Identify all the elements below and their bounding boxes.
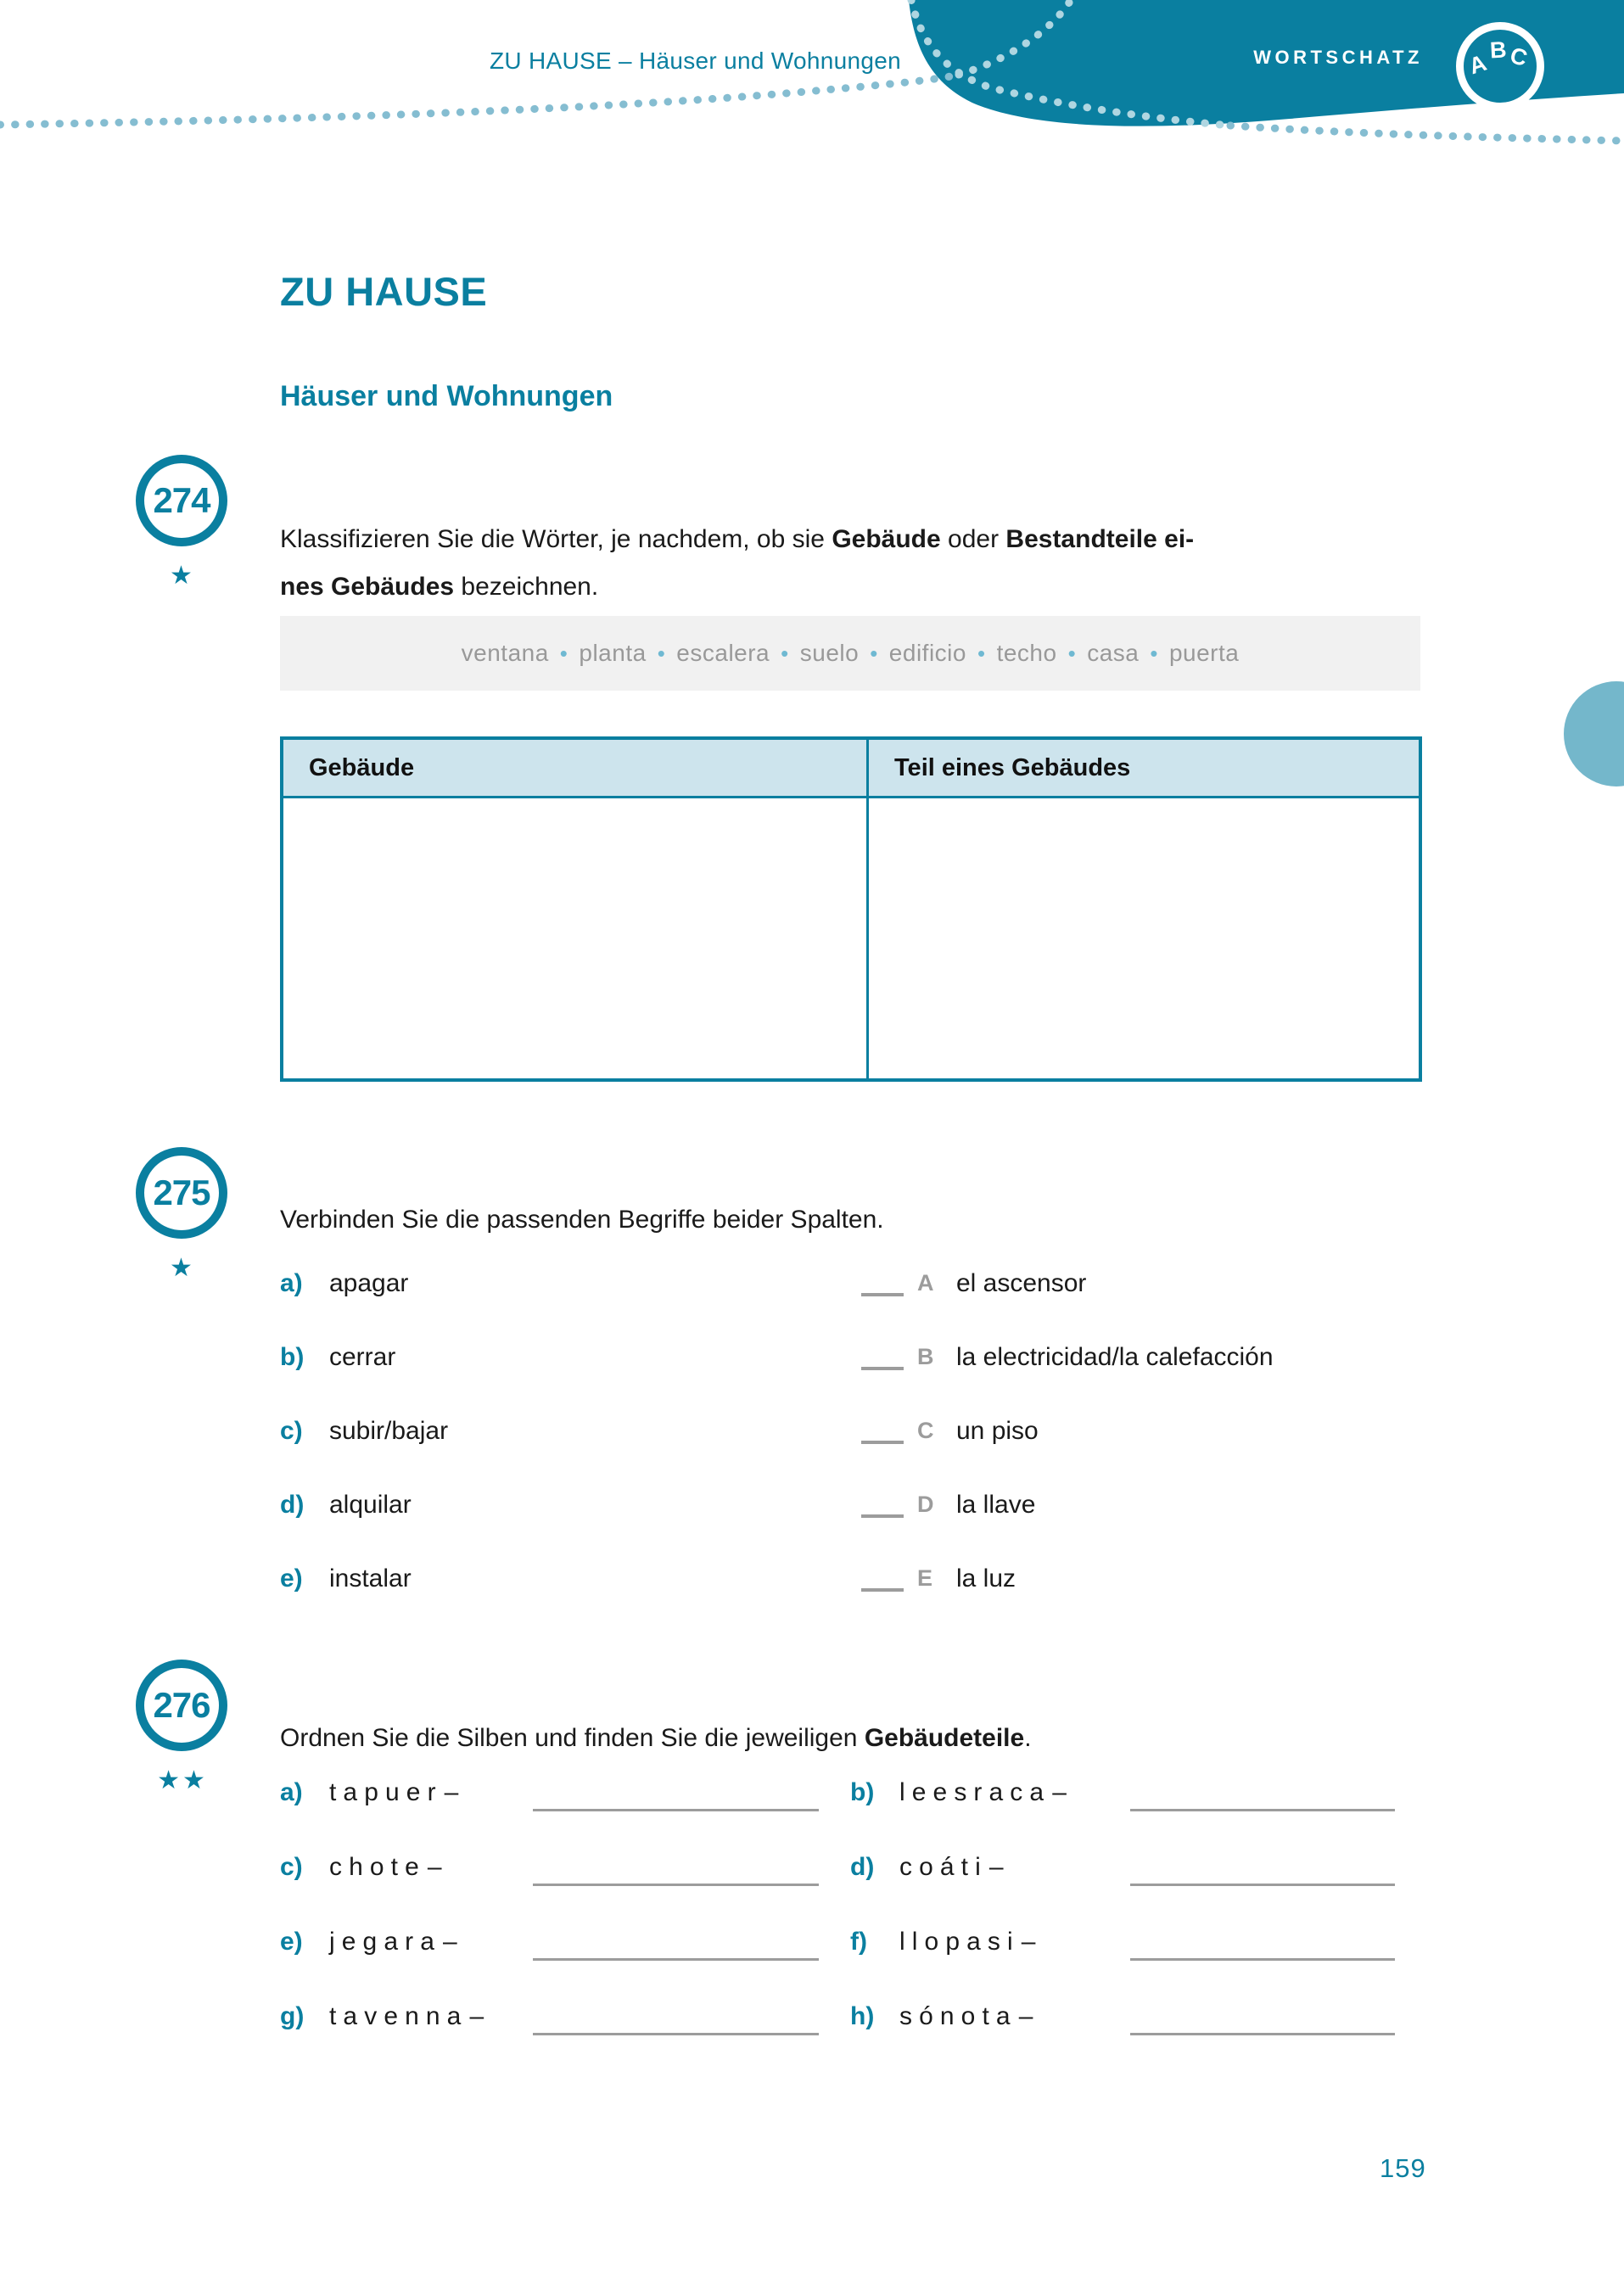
- dash: –: [469, 2002, 484, 2030]
- difficulty-star-icon: ★: [170, 562, 195, 590]
- page-subtitle: Häuser und Wohnungen: [280, 380, 613, 412]
- matching-row: [280, 1394, 1420, 1468]
- option-letter: C: [917, 1418, 934, 1443]
- answer-blank[interactable]: [861, 1293, 904, 1296]
- scrambled-syllables: llopasi: [899, 1928, 1020, 1956]
- difficulty-star-icon: ★★: [157, 1766, 208, 1794]
- dash: –: [443, 1928, 457, 1956]
- syllable-exercise: [280, 1755, 1420, 2054]
- item-text: subir/bajar: [329, 1416, 449, 1445]
- item-label: d): [850, 1853, 875, 1881]
- matching-row: [280, 1320, 1420, 1394]
- dotted-curve-right: [1230, 126, 1624, 141]
- abc-logo-icon: [1456, 22, 1544, 110]
- item-label: b): [850, 1778, 875, 1806]
- option-letter: A: [917, 1270, 934, 1296]
- breadcrumb: ZU HAUSE – Häuser und Wohnungen: [489, 48, 901, 74]
- scrambled-syllables: tavenna: [329, 2002, 468, 2030]
- exercise-number-badge: 275: [136, 1147, 227, 1239]
- item-label: g): [280, 2002, 305, 2030]
- section-label: WORTSCHATZ: [1253, 47, 1423, 68]
- bullet-separator: •: [559, 640, 568, 666]
- instruction-segment: bezeichnen.: [454, 573, 599, 601]
- word-bank-item: techo: [996, 640, 1057, 666]
- dash: –: [444, 1778, 459, 1806]
- scrambled-syllables: coáti: [899, 1853, 988, 1881]
- exercise-276-instruction: [280, 1721, 1413, 1756]
- bullet-separator: •: [781, 640, 789, 666]
- option-letter: D: [917, 1492, 934, 1517]
- table-answer-cell-teil[interactable]: [866, 798, 1419, 1078]
- instruction-segment-bold: Gebäudeteile: [864, 1724, 1025, 1752]
- answer-line[interactable]: [1130, 2033, 1395, 2035]
- exercise-275-instruction: Verbinden Sie die passenden Begriffe beider Spalten.: [280, 1206, 884, 1234]
- exercise-number-badge: 276: [136, 1660, 227, 1751]
- option-text: la luz: [956, 1564, 1016, 1593]
- item-label: d): [280, 1490, 305, 1519]
- word-bank: [280, 616, 1420, 691]
- item-text: alquilar: [329, 1490, 412, 1519]
- item-label: a): [280, 1778, 303, 1806]
- dash: –: [1052, 1778, 1067, 1806]
- page-title: ZU HAUSE: [280, 269, 488, 314]
- matching-row: [280, 1542, 1420, 1615]
- syllable-item: [850, 1830, 1420, 1905]
- exercise-274-instruction: [280, 516, 1413, 611]
- header-band-graphic: [0, 0, 1624, 170]
- word-bank-item: edificio: [888, 640, 966, 666]
- item-text: instalar: [329, 1564, 412, 1593]
- instruction-segment: Klassifizieren Sie die Wörter, je nachdem, ob sie: [280, 525, 832, 553]
- item-label: h): [850, 2002, 875, 2030]
- syllable-item: [280, 1830, 850, 1905]
- word-bank-item: casa: [1087, 640, 1140, 666]
- table-header-row: [283, 740, 1419, 798]
- exercise-274-marker: [136, 455, 229, 589]
- answer-blank[interactable]: [861, 1367, 904, 1370]
- matching-exercise: [280, 1246, 1420, 1615]
- answer-line[interactable]: [533, 1958, 819, 1961]
- item-label: b): [280, 1342, 305, 1371]
- syllable-item: [850, 1905, 1420, 1979]
- item-label: e): [280, 1928, 303, 1956]
- instruction-segment: .: [1024, 1724, 1032, 1752]
- word-bank-item: planta: [579, 640, 647, 666]
- answer-blank[interactable]: [861, 1441, 904, 1444]
- dotted-curve-left: [0, 75, 959, 125]
- option-letter: B: [917, 1344, 934, 1369]
- option-text: la electricidad/la calefacción: [956, 1342, 1274, 1371]
- page-edge-tab: [1564, 681, 1624, 786]
- difficulty-star-icon: ★: [170, 1254, 195, 1282]
- matching-row: [280, 1246, 1420, 1320]
- syllable-item: [280, 1755, 850, 1830]
- item-label: c): [280, 1416, 303, 1445]
- dash: –: [988, 1853, 1004, 1881]
- abc-logo-letter-c: C: [1507, 42, 1531, 72]
- option-text: el ascensor: [956, 1268, 1087, 1297]
- word-bank-item: escalera: [676, 640, 770, 666]
- answer-line[interactable]: [533, 1884, 819, 1886]
- syllable-item: [850, 1979, 1420, 2054]
- scrambled-syllables: leesraca: [899, 1778, 1051, 1806]
- scrambled-syllables: chote: [329, 1853, 426, 1881]
- answer-line[interactable]: [533, 2033, 819, 2035]
- instruction-segment-bold: nes Gebäudes: [280, 573, 455, 601]
- answer-blank[interactable]: [861, 1588, 904, 1592]
- option-text: un piso: [956, 1416, 1039, 1445]
- syllable-item: [280, 1979, 850, 2054]
- option-letter: E: [917, 1565, 933, 1591]
- page-number: 159: [1380, 2153, 1426, 2183]
- bullet-separator: •: [870, 640, 878, 666]
- answer-line[interactable]: [1130, 1884, 1395, 1886]
- matching-row: [280, 1468, 1420, 1542]
- instruction-segment-bold: Bestandteile ei-: [1005, 525, 1195, 553]
- instruction-segment-bold: Gebäude: [832, 525, 941, 553]
- scrambled-syllables: sónota: [899, 2002, 1017, 2030]
- dash: –: [1021, 1928, 1036, 1956]
- dash: –: [1018, 2002, 1033, 2030]
- bullet-separator: •: [1067, 640, 1077, 666]
- instruction-segment: oder: [940, 525, 1006, 553]
- word-bank-item: puerta: [1168, 640, 1240, 666]
- syllable-item: [280, 1905, 850, 1979]
- answer-line[interactable]: [1130, 1958, 1395, 1961]
- exercise-number-badge: 274: [136, 455, 227, 546]
- item-label: e): [280, 1564, 303, 1593]
- answer-line[interactable]: [1130, 1809, 1395, 1811]
- abc-logo-letter-b: B: [1489, 36, 1508, 64]
- bullet-separator: •: [1150, 640, 1158, 666]
- answer-line[interactable]: [533, 1809, 819, 1811]
- item-label: f): [850, 1928, 867, 1956]
- answer-blank[interactable]: [861, 1514, 904, 1518]
- exercise-276-marker: [136, 1660, 229, 1794]
- table-column-header-gebaeude: Gebäude: [309, 753, 415, 781]
- option-text: la llave: [956, 1490, 1036, 1519]
- bullet-separator: •: [977, 640, 986, 666]
- table-column-header-teil: Teil eines Gebäudes: [866, 740, 1419, 796]
- abc-logo-letter-a: A: [1465, 49, 1490, 80]
- item-text: apagar: [329, 1268, 409, 1297]
- item-label: c): [280, 1853, 303, 1881]
- exercise-275-marker: [136, 1147, 229, 1281]
- syllable-item: [850, 1755, 1420, 1830]
- instruction-segment: Ordnen Sie die Silben und finden Sie die jeweiligen: [280, 1724, 865, 1752]
- table-answer-cell-gebaeude[interactable]: [283, 798, 866, 1078]
- table-body-row: [283, 798, 1419, 1078]
- classification-table: [280, 736, 1422, 1082]
- word-bank-item: ventana: [461, 640, 549, 666]
- scrambled-syllables: tapuer: [329, 1778, 443, 1806]
- scrambled-syllables: jegara: [329, 1928, 441, 1956]
- bullet-separator: •: [657, 640, 666, 666]
- word-bank-item: suelo: [799, 640, 860, 666]
- dash: –: [427, 1853, 442, 1881]
- item-text: cerrar: [329, 1342, 396, 1371]
- item-label: a): [280, 1268, 303, 1297]
